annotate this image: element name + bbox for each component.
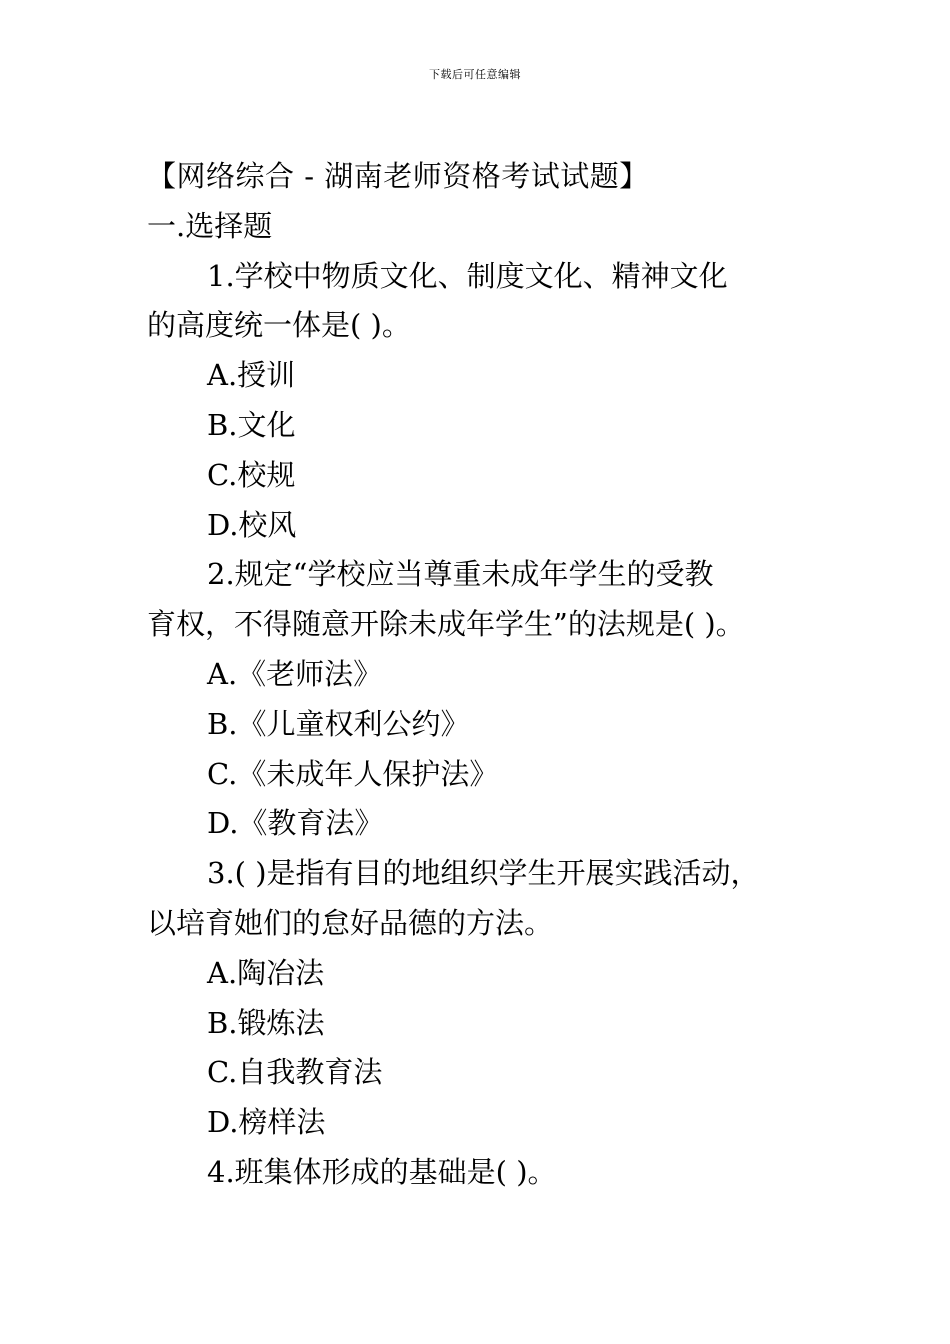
option-b: B.锻炼法 xyxy=(207,1005,325,1040)
option-d: D.校风 xyxy=(207,507,297,542)
question-stem: 2.规定“学校应当尊重未成年学生的受教 xyxy=(207,557,714,592)
question-2 xyxy=(147,550,827,849)
question-stem-continued: 的高度统一体是( )。 xyxy=(147,308,411,343)
question-1 xyxy=(147,252,827,551)
option-b: B.《儿童权利公约》 xyxy=(207,706,470,741)
option-c: C.自我教育法 xyxy=(207,1055,383,1090)
option-a: A.陶冶法 xyxy=(207,955,325,990)
section-heading: 一.选择题 xyxy=(147,208,273,243)
question-stem-continued: 育权，不得随意开除未成年学生”的法规是( )。 xyxy=(147,607,745,642)
question-3 xyxy=(147,849,827,1148)
option-d: D.《教育法》 xyxy=(207,806,384,841)
question-stem: 3.( )是指有目的地组织学生开展实践活动， xyxy=(207,856,760,891)
option-c: C.《未成年人保护法》 xyxy=(207,756,499,791)
option-a: A.授训 xyxy=(207,358,296,393)
document-title: 【网络综合 - 湖南老师资格考试试题】 xyxy=(147,159,649,193)
question-stem: 1.学校中物质文化、制度文化、精神文化 xyxy=(207,258,728,293)
question-stem-continued: 以培育她们的怠好品德的方法。 xyxy=(147,905,554,940)
question-4 xyxy=(147,1148,827,1198)
option-d: D.榜样法 xyxy=(207,1105,326,1140)
question-stem: 4.班集体形成的基础是( )。 xyxy=(207,1154,557,1189)
option-c: C.校规 xyxy=(207,457,296,492)
option-a: A.《老师法》 xyxy=(207,656,383,691)
header-note: 下载后可任意编辑 xyxy=(429,68,521,81)
option-b: B.文化 xyxy=(207,407,296,442)
document-body xyxy=(147,152,827,1198)
